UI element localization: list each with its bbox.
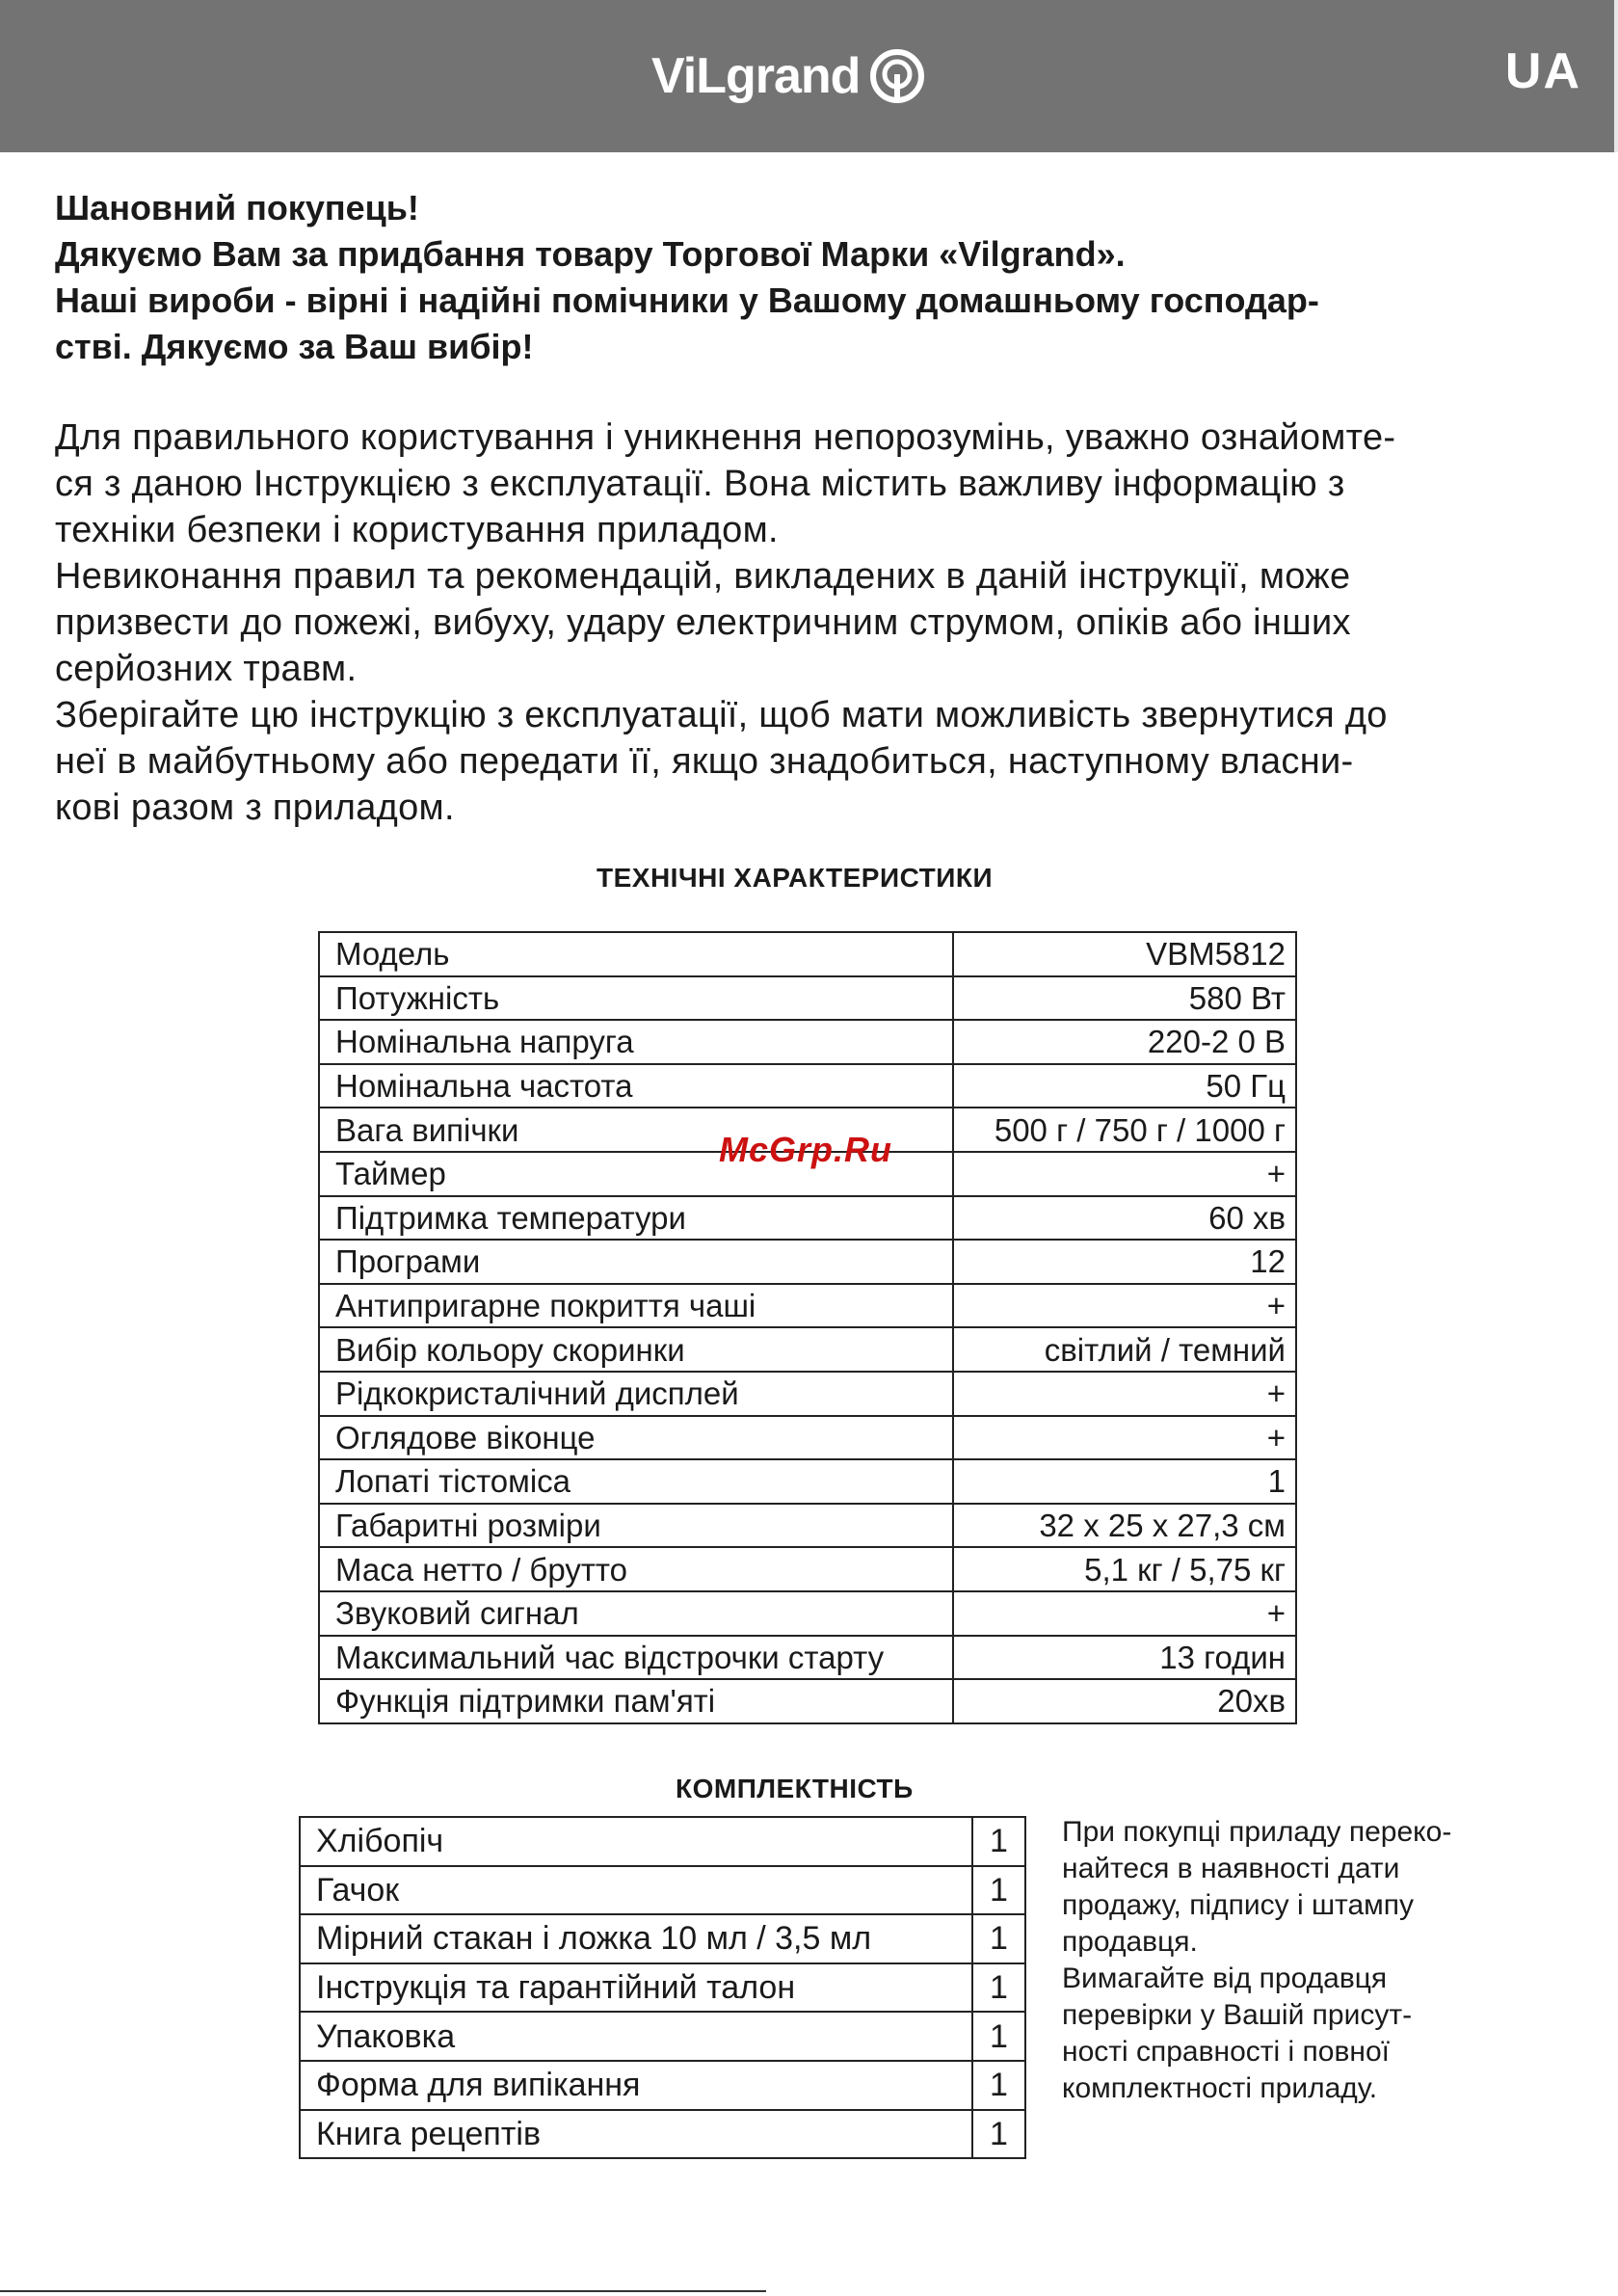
- intro-paragraph: [55, 414, 1568, 831]
- spec-row-label: Звуковий сигнал: [319, 1591, 953, 1636]
- intro-line: ся з даною Інструкцією з експлуатації. Вона містить важливу інформацію з: [55, 464, 1345, 504]
- kit-row-label: Мірний стакан і ложка 10 мл / 3,5 мл: [300, 1914, 972, 1963]
- specs-table: [318, 931, 1297, 1724]
- spec-row-label: Програми: [319, 1240, 953, 1284]
- kit-row-value: 1: [972, 2061, 1025, 2110]
- intro-line: серйозних травм.: [55, 649, 358, 689]
- kit-row-value: 1: [972, 2110, 1025, 2159]
- kit-row-label: Інструкція та гарантійний талон: [300, 1963, 972, 2013]
- spec-row-value: 20хв: [953, 1679, 1296, 1723]
- spec-row-label: Оглядове віконце: [319, 1416, 953, 1460]
- brand-logo: [651, 44, 925, 108]
- spec-row-label: Вага випічки: [319, 1108, 953, 1152]
- note-line: продавця.: [1062, 1926, 1198, 1958]
- spec-row-value: 32 x 25 x 27,3 см: [953, 1504, 1296, 1548]
- spec-row: [319, 1504, 1296, 1548]
- kit-row: [300, 1866, 1025, 1915]
- intro-line: техніки безпеки і користування приладом.: [55, 510, 779, 550]
- kit-row-value: 1: [972, 2012, 1025, 2061]
- intro-line: неї в майбутньому або передати її, якщо знадобиться, наступному власни-: [55, 741, 1354, 782]
- kit-row-value: 1: [972, 1963, 1025, 2013]
- spec-row-label: Максимальний час відстрочки старту: [319, 1636, 953, 1680]
- spec-row: [319, 976, 1296, 1021]
- kit-row-label: Книга рецептів: [300, 2110, 972, 2159]
- specs-title: ТЕХНІЧНІ ХАРАКТЕРИСТИКИ: [597, 863, 994, 893]
- note-line: перевірки у Вашій присут-: [1062, 1999, 1413, 2031]
- note-line: Вимагайте від продавця: [1062, 1962, 1388, 1994]
- page-header: [0, 0, 1618, 152]
- spec-row-label: Підтримка температури: [319, 1196, 953, 1241]
- intro-line: кові разом з приладом.: [55, 788, 455, 828]
- spec-row-label: Функція підтримки пам'яті: [319, 1679, 953, 1723]
- spec-row-value: +: [953, 1152, 1296, 1196]
- spec-row-label: Номінальна напруга: [319, 1020, 953, 1064]
- spec-row: [319, 1547, 1296, 1591]
- kit-row-value: 1: [972, 1817, 1025, 1866]
- header-edge: [1614, 0, 1618, 152]
- note-line: ності справності і повної: [1062, 2036, 1390, 2068]
- kit-row-value: 1: [972, 1866, 1025, 1915]
- kit-row: [300, 2012, 1025, 2061]
- spec-row: [319, 1679, 1296, 1723]
- spec-row-label: Маса нетто / брутто: [319, 1547, 953, 1591]
- spec-row-label: Потужність: [319, 976, 953, 1021]
- spec-row-value: VBM5812: [953, 932, 1296, 976]
- spec-row-value: 12: [953, 1240, 1296, 1284]
- intro-line: Для правильного користування і уникнення непорозумінь, уважно ознайомте-: [55, 417, 1396, 458]
- spec-row-value: +: [953, 1372, 1296, 1416]
- kit-row: [300, 1963, 1025, 2013]
- greeting-line: Наші вироби - вірні і надійні помічники у Вашому домашньому господар-: [55, 280, 1319, 320]
- spec-row-value: +: [953, 1591, 1296, 1636]
- kit-row-label: Гачок: [300, 1866, 972, 1915]
- kit-row-label: Хлібопіч: [300, 1817, 972, 1866]
- footer-rule: [0, 2290, 766, 2292]
- spec-row-value: 13 годин: [953, 1636, 1296, 1680]
- kit-title: КОМПЛЕКТНІСТЬ: [676, 1774, 914, 1803]
- spec-row-value: 50 Гц: [953, 1064, 1296, 1108]
- spec-row-label: Модель: [319, 932, 953, 976]
- spec-row: [319, 1240, 1296, 1284]
- spec-row: [319, 1327, 1296, 1372]
- spec-row-label: Номінальна частота: [319, 1064, 953, 1108]
- spec-row-value: +: [953, 1284, 1296, 1328]
- spec-row: [319, 932, 1296, 976]
- greeting-line: Шановний покупець!: [55, 188, 419, 227]
- spec-row: [319, 1196, 1296, 1241]
- kit-table: [299, 1816, 1026, 2159]
- kit-row: [300, 2061, 1025, 2110]
- spec-row: [319, 1636, 1296, 1680]
- spec-row-value: 220-2 0 В: [953, 1020, 1296, 1064]
- spec-row-value: 60 хв: [953, 1196, 1296, 1241]
- kit-row: [300, 2110, 1025, 2159]
- spec-row: [319, 1416, 1296, 1460]
- spec-row-value: 580 Вт: [953, 976, 1296, 1021]
- spec-row-label: Антипригарне покриття чаші: [319, 1284, 953, 1328]
- language-code: UA: [1504, 43, 1581, 99]
- brand-mark-icon: [869, 48, 925, 104]
- spec-row-label: Таймер: [319, 1152, 953, 1196]
- intro-line: Невиконання правил та рекомендацій, викладених в даній інструкції, може: [55, 556, 1351, 597]
- spec-row: [319, 1372, 1296, 1416]
- spec-row-value: 1: [953, 1459, 1296, 1504]
- note-line: найтеся в наявності дати: [1062, 1853, 1400, 1884]
- kit-row-label: Форма для випікання: [300, 2061, 972, 2110]
- intro-line: призвести до пожежі, вибуху, удару електричним струмом, опіків або інших: [55, 602, 1351, 643]
- spec-row-label: Вибір кольору скоринки: [319, 1327, 953, 1372]
- greeting-block: [55, 185, 1558, 370]
- brand-name: ViLgrand: [651, 48, 861, 104]
- spec-row: [319, 1459, 1296, 1504]
- watermark: McGrp.Ru: [719, 1130, 893, 1169]
- kit-row: [300, 1914, 1025, 1963]
- greeting-line: стві. Дякуємо за Ваш вибір!: [55, 327, 534, 366]
- spec-row-label: Габаритні розміри: [319, 1504, 953, 1548]
- spec-row-value: світлий / темний: [953, 1327, 1296, 1372]
- spec-row-label: Лопаті тістоміса: [319, 1459, 953, 1504]
- spec-row-label: Рідкокристалічний дисплей: [319, 1372, 953, 1416]
- note-line: продажу, підпису і штампу: [1062, 1889, 1414, 1921]
- spec-row: [319, 1591, 1296, 1636]
- spec-row: [319, 1064, 1296, 1108]
- note-line: При покупці приладу переко-: [1062, 1816, 1452, 1848]
- spec-row-value: +: [953, 1416, 1296, 1460]
- purchase-note: [1062, 1814, 1582, 2107]
- kit-row: [300, 1817, 1025, 1866]
- spec-row-value: 5,1 кг / 5,75 кг: [953, 1547, 1296, 1591]
- intro-line: Зберігайте цю інструкцію з експлуатації, щоб мати можливість звернутися до: [55, 695, 1388, 735]
- note-line: комплектності приладу.: [1062, 2072, 1378, 2104]
- kit-row-value: 1: [972, 1914, 1025, 1963]
- spec-row: [319, 1020, 1296, 1064]
- greeting-line: Дякуємо Вам за придбання товару Торгової Марки «Vilgrand».: [55, 234, 1126, 274]
- kit-row-label: Упаковка: [300, 2012, 972, 2061]
- spec-row: [319, 1284, 1296, 1328]
- spec-row-value: 500 г / 750 г / 1000 г: [953, 1108, 1296, 1152]
